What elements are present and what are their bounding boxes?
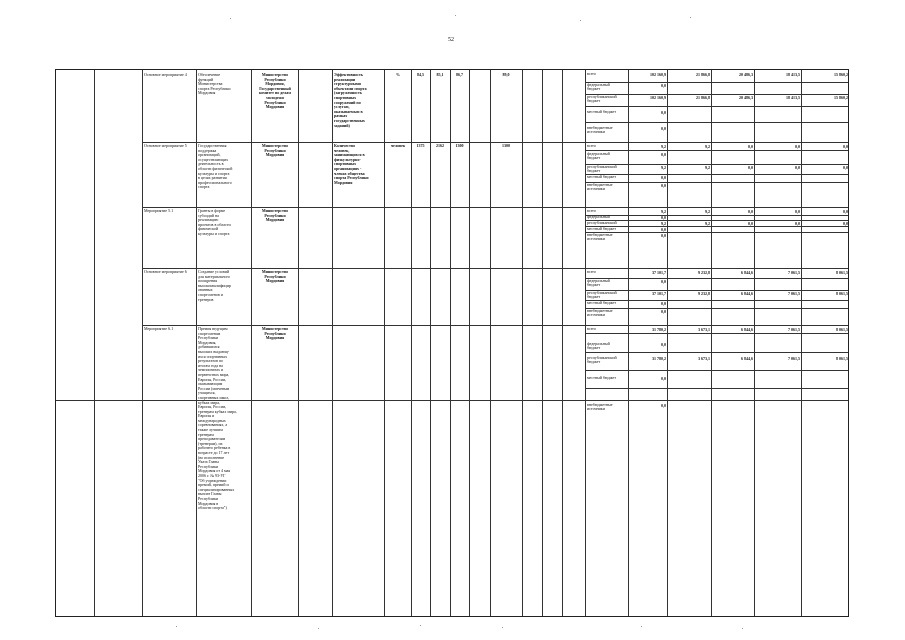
funding-value: 0,0 [661,83,666,88]
funding-value: 9 232,8 [698,270,710,275]
source-name: всего [587,269,597,274]
source-name: внебюджетные источники [587,182,613,192]
executor: Министерство Республики Мордовия [261,327,289,341]
funding-value: 0,0 [661,227,666,232]
funding-value: 0,0 [748,144,753,149]
funding-value: 0,0 [661,403,666,408]
activity-title: Премия ведущим спортсменам Республики Мордовия, добившимся высоких выдающ- ихся спортивных результатов по итогам года на чемпионатах и первенствах мира, Европы, России, оказывающим России (матчевым учащихся, спортивных школ, кубках мира, Европы, России, тренерам кубках мира, Европы и международных соревнованиях, а также лучшим тренерам преподавателям (тренерам), их рабочего ребенка в возрасте до 17 лет (во исполнение Указа Главы Республики Мордовия от 4 мая 2006 г. № 93-УГ "Об учреждении премий, премий и специализированных выплат Главы Республики Мордовия в области спорта") [198,327,237,511]
indicator-value: 1375 [416,144,425,148]
indicator-unit: человек [390,144,406,148]
activity-title: Обеспечение функций Министерства спорта Республики Мордовия [198,73,231,96]
source-name: всего [587,71,597,76]
source-name: внебюджетные источники [587,402,613,412]
activity-label: Основное мероприятие 6 [144,270,187,274]
indicator-value: 84,5 [417,73,424,77]
indicator-value: 1300 [455,144,464,148]
funding-value: 21 866,8 [696,72,710,77]
funding-value: 0,0 [661,126,666,131]
funding-value: 0,0 [795,165,800,170]
indicator-value: 2162 [436,144,444,148]
source-name: внебюджетные источники [587,308,613,318]
activity-label: Основное мероприятие 5 [144,144,187,148]
source-name: федеральный бюджет [587,82,610,92]
funding-value: 20 486,3 [739,72,753,77]
executor: Министерство Республики Мордовия [261,270,289,284]
indicator-unit: % [396,73,400,77]
funding-value: 0,0 [795,209,800,214]
funding-value: 18 413,5 [786,95,800,100]
funding-value: 0,0 [661,376,666,381]
source-name: федеральный бюджет [587,151,610,161]
funding-value: 9,2 [705,144,710,149]
funding-value: 9,2 [661,221,666,226]
indicator-name: Эффективность реализации структурными объектами спорта (загруженность спортивных сооружений по услугам, оказываемым в рамках государственных заданий) [334,73,367,128]
funding-value: 0,0 [748,209,753,214]
source-name: республиканский [587,220,617,225]
indicator-value: 85,1 [436,73,444,77]
funding-value: 0,0 [661,309,666,314]
funding-value: 0,0 [843,165,848,170]
funding-value: 0,0 [748,165,753,170]
funding-value: 0,0 [661,152,666,157]
funding-value: 8 061,5 [836,327,848,332]
funding-value: 0,0 [661,279,666,284]
funding-value: 7 061,5 [788,270,800,275]
source-name: республиканский бюджет [587,290,617,300]
funding-value: 8 061,5 [836,270,848,275]
source-name: местный бюджет [587,109,616,114]
executor: Министерство Республики Мордовия, Государственный комитет по делам молодежи Республики Мордовия [259,73,291,110]
funding-value: 9,2 [705,209,710,214]
funding-value: 0,0 [661,215,666,220]
funding-value: 0,0 [748,221,753,226]
funding-value: 9,2 [705,165,710,170]
funding-value: 8 061,5 [836,356,848,361]
executor: Министерство Республики Мордовия [261,209,289,223]
page-number: 52 [448,37,454,43]
activity-title: Государственная поддержка организаций, осуществляющих деятельность в области физической культуры и спорта в целях развития профессионального спорта [198,144,233,190]
funding-value: 0,0 [661,233,666,238]
funding-value: 15 860,2 [834,72,848,77]
funding-value: 6 844,6 [741,291,753,296]
funding-value: 3 673,1 [698,327,710,332]
funding-value: 9,2 [661,165,666,170]
source-name: федеральный бюджет [587,278,610,288]
source-name: местный бюджет [587,300,616,305]
indicator-value: 86,7 [456,73,463,77]
funding-value: 6 844,6 [741,270,753,275]
funding-value: 9,2 [705,221,710,226]
source-name: всего [587,326,597,331]
indicator-value: 1300 [502,144,510,148]
funding-value: 102 160,9 [650,95,666,100]
source-name: федеральный бюджет [587,341,610,351]
source-name: внебюджетные источники [587,125,613,135]
source-name: республиканский бюджет [587,94,617,104]
funding-value: 0,0 [661,175,666,180]
funding-value: 31 780,2 [652,356,666,361]
funding-value: 7 061,5 [788,356,800,361]
funding-value: 8 061,5 [836,291,848,296]
funding-value: 0,0 [661,110,666,115]
funding-value: 102 160,9 [650,72,666,77]
source-name: всего [587,208,597,213]
funding-value: 0,0 [843,209,848,214]
activity-title: Гранты в форме субсидий на реализацию проектов в области физической культуры и спорта [198,209,231,236]
funding-value: 20 486,3 [739,95,753,100]
funding-value: 7 061,5 [788,291,800,296]
source-name: республиканский бюджет [587,164,617,174]
activity-label: Мероприятие 6.1 [144,327,174,331]
funding-value: 3 673,1 [698,356,710,361]
funding-value: 0,0 [795,221,800,226]
source-name: местный бюджет [587,226,616,231]
funding-value: 0,0 [661,183,666,188]
funding-value: 15 860,2 [834,95,848,100]
funding-value: 9,2 [661,144,666,149]
indicator-name: Количество человек, занимающихся в физкультурно- спортивных организациях - членах общества спорта Республики Мордовия [334,144,369,185]
funding-value: 0,0 [843,144,848,149]
program-table [55,69,849,617]
funding-value: 31 780,2 [652,327,666,332]
activity-label: Основное мероприятие 4 [144,73,187,77]
source-name: внебюджетные источники [587,232,613,242]
source-name: всего [587,143,597,148]
indicator-value: 89,0 [502,73,510,77]
funding-value: 6 844,6 [741,356,753,361]
executor: Министерство Республики Мордовия [261,144,289,158]
activity-label: Мероприятие 5.1 [144,209,174,213]
source-name: республиканский бюджет [587,355,617,365]
funding-value: 0,0 [795,144,800,149]
funding-value: 37 101,7 [652,291,666,296]
source-name: местный бюджет [587,174,616,179]
funding-value: 0,0 [843,221,848,226]
funding-value: 6 844,6 [741,327,753,332]
funding-value: 18 413,5 [786,72,800,77]
funding-value: 0,0 [661,342,666,347]
funding-value: 9 232,8 [698,291,710,296]
source-name: федеральный [587,214,610,219]
funding-value: 37 101,7 [652,270,666,275]
funding-value: 7 061,5 [788,327,800,332]
funding-value: 9,2 [661,209,666,214]
activity-title: Создание условий для материального поощрения высококвалифицир ованных спортсменов и тренеров [198,270,231,302]
funding-value: 21 866,8 [696,95,710,100]
source-name: местный бюджет [587,375,616,380]
funding-value: 0,0 [661,301,666,306]
